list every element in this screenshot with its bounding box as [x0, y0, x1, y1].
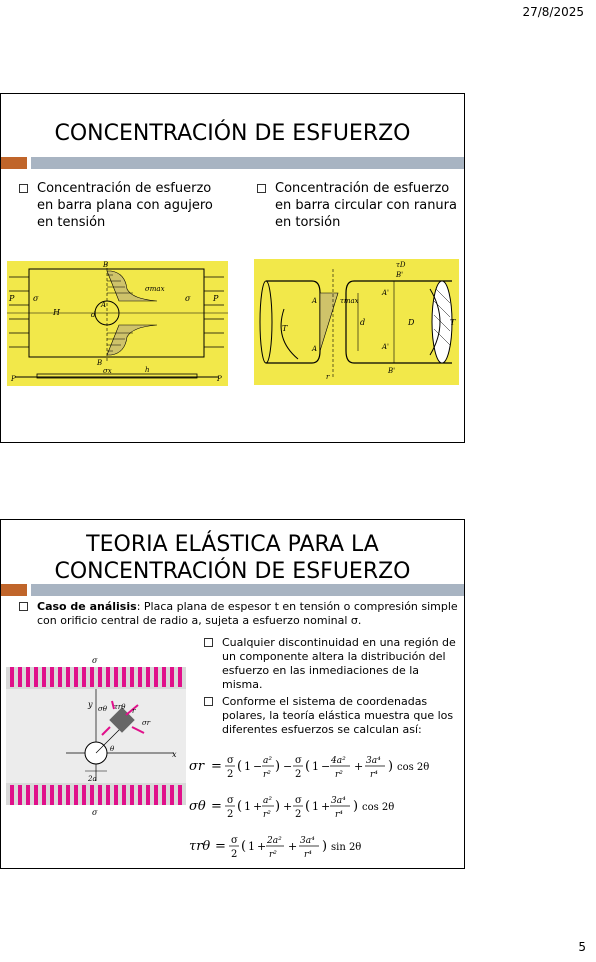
label-sigma-theta: σθ	[98, 705, 107, 713]
svg-text:=: =	[211, 799, 222, 814]
bullet-square-icon	[19, 184, 28, 193]
svg-text:−: −	[321, 760, 331, 773]
label-tau-D: τD	[396, 261, 406, 269]
plate-hole-polar-figure	[6, 653, 186, 818]
title-accent-bar	[31, 157, 464, 169]
slide-1	[0, 93, 465, 443]
bullet-square-icon	[204, 697, 213, 706]
equation-sigma-r	[189, 755, 429, 780]
svg-text:4a²: 4a²	[331, 756, 346, 766]
equation-sigma-theta	[189, 795, 394, 820]
label-y: y	[88, 700, 93, 709]
svg-text:sin 2θ: sin 2θ	[331, 842, 362, 853]
label-P-left: P	[9, 294, 15, 303]
label-sigma-r: σr	[142, 719, 151, 727]
label-d: d	[91, 311, 96, 319]
label-A-prime-top: A'	[382, 289, 389, 297]
label-A-prime-bottom: A'	[382, 343, 389, 351]
svg-text:r⁴: r⁴	[304, 850, 312, 860]
svg-text:): )	[322, 839, 328, 854]
svg-text:cos 2θ: cos 2θ	[397, 762, 430, 773]
bullet-text: Concentración de esfuerzo en barra plana con agujero en tensión	[37, 181, 213, 230]
label-T-right: T	[450, 318, 456, 327]
svg-text:3a⁴: 3a⁴	[300, 836, 315, 846]
svg-text:(: (	[305, 799, 311, 814]
label-sigma-right: σ	[185, 294, 191, 303]
label-B-top: B	[103, 261, 109, 269]
label-A: A	[101, 301, 107, 309]
label-P-right: P	[213, 294, 219, 303]
label-A-bottom: A	[312, 345, 318, 353]
svg-text:r⁴: r⁴	[370, 770, 378, 780]
page-number: 5	[578, 940, 586, 954]
svg-text:τrθ: τrθ	[189, 839, 211, 854]
svg-text:(: (	[237, 799, 243, 814]
svg-text:σ: σ	[227, 755, 234, 766]
svg-text:r⁴: r⁴	[335, 810, 343, 820]
svg-text:(: (	[305, 759, 311, 774]
round-bar-groove-figure	[254, 259, 459, 385]
label-sigma-bottom: σ	[92, 808, 98, 817]
svg-text:a²: a²	[263, 796, 272, 806]
label-B-prime-bottom: B'	[388, 367, 396, 375]
label-H: H	[53, 308, 60, 317]
svg-text:+: +	[321, 800, 331, 813]
svg-text:=: =	[215, 839, 226, 854]
title-accent-orange	[1, 584, 27, 596]
bullet-square-icon	[257, 184, 266, 193]
bullet-text: Cualquier discontinuidad en una región de un componente altera la distribución del esfuerzo en las inmediaciones de la misma.	[222, 636, 456, 691]
label-sigma-left: σ	[33, 294, 39, 303]
label-sigma-max: σmax	[145, 285, 165, 293]
label-h: h	[145, 366, 150, 374]
label-sigma-x: σx	[103, 367, 112, 375]
bullet-text: Conforme el sistema de coordenadas polares, la teoría elástica muestra que los diferentes esfuerzos se calculan así:	[222, 695, 454, 736]
svg-text:2: 2	[227, 769, 234, 780]
svg-text:(: (	[241, 839, 247, 854]
label-P-bottom-left: P	[11, 375, 16, 383]
svg-text:1: 1	[244, 760, 251, 773]
svg-text:+: +	[283, 800, 293, 813]
svg-text:2a²: 2a²	[267, 836, 282, 846]
svg-text:r²: r²	[263, 770, 271, 780]
svg-text:a²: a²	[263, 756, 272, 766]
svg-text:+: +	[253, 800, 263, 813]
header-date: 27/8/2025	[522, 5, 584, 19]
slide-2-title	[1, 531, 464, 585]
title-accent-bar	[31, 584, 464, 596]
case-label: Caso de análisis	[37, 600, 137, 613]
flat-bar-hole-figure	[7, 261, 228, 386]
label-r: r	[326, 373, 330, 381]
bullet-round-bar	[257, 180, 457, 231]
svg-text:1: 1	[244, 800, 251, 813]
svg-text:σ: σ	[295, 755, 302, 766]
label-d: d	[360, 318, 366, 327]
title-accent-orange	[1, 157, 27, 169]
svg-text:σr: σr	[189, 759, 205, 774]
svg-text:=: =	[211, 759, 222, 774]
svg-text:−: −	[253, 760, 263, 773]
bullet-text: Concentración de esfuerzo en barra circular con ranura en torsión	[275, 181, 457, 230]
svg-text:): )	[275, 799, 281, 814]
svg-text:3a⁴: 3a⁴	[331, 796, 346, 806]
svg-text:2: 2	[227, 809, 234, 820]
label-theta: θ	[110, 745, 115, 753]
svg-text:): )	[275, 759, 281, 774]
svg-text:σθ: σθ	[189, 799, 206, 814]
svg-text:σ: σ	[227, 795, 234, 806]
svg-text:): )	[388, 759, 394, 774]
label-x: x	[172, 750, 177, 759]
slide-2	[0, 519, 465, 869]
label-2a: 2a	[88, 775, 97, 783]
svg-text:+: +	[354, 760, 364, 773]
bullet-polar-coords	[204, 695, 459, 737]
label-P-bottom-right: P	[217, 375, 222, 383]
svg-text:+: +	[288, 840, 298, 853]
label-tau-max: τmax	[340, 297, 359, 305]
label-r: r	[132, 707, 136, 715]
svg-text:−: −	[283, 760, 293, 773]
svg-text:3a⁴: 3a⁴	[366, 756, 381, 766]
svg-text:cos 2θ: cos 2θ	[362, 802, 395, 813]
svg-text:2: 2	[295, 769, 302, 780]
svg-text:1: 1	[248, 840, 255, 853]
bullet-case-analysis	[19, 600, 459, 628]
slide-2-title-line2: CONCENTRACIÓN DE ESFUERZO	[54, 559, 411, 584]
svg-text:2: 2	[295, 809, 302, 820]
stress-equations	[187, 748, 465, 868]
svg-text:r²: r²	[335, 770, 343, 780]
case-text: : Placa plana de espesor t en tensión o compresión simple con orificio central de radio a, sujeta a esfuerzo nominal σ.	[37, 600, 458, 627]
bullet-square-icon	[204, 638, 213, 647]
svg-text:): )	[353, 799, 359, 814]
label-B-bottom: B	[97, 359, 103, 367]
label-sigma-top: σ	[92, 656, 98, 665]
svg-text:r²: r²	[269, 850, 277, 860]
bullet-square-icon	[19, 602, 28, 611]
svg-text:r²: r²	[263, 810, 271, 820]
bullet-flat-bar	[19, 180, 219, 231]
svg-text:σ: σ	[231, 835, 238, 846]
label-T-left: T	[282, 324, 288, 333]
equation-tau-rtheta	[189, 835, 361, 860]
slide-2-title-line1: TEORIA ELÁSTICA PARA LA	[86, 532, 379, 557]
slide-1-title: CONCENTRACIÓN DE ESFUERZO	[54, 121, 411, 146]
svg-text:1: 1	[312, 760, 319, 773]
svg-text:1: 1	[312, 800, 319, 813]
bullet-discontinuity	[204, 636, 459, 692]
svg-text:+: +	[257, 840, 267, 853]
label-A-top: A	[312, 297, 318, 305]
svg-text:(: (	[237, 759, 243, 774]
label-B-prime-top: B'	[396, 271, 404, 279]
svg-text:σ: σ	[295, 795, 302, 806]
svg-text:2: 2	[231, 849, 238, 860]
label-D: D	[408, 318, 415, 327]
label-tau-rtheta: τrθ	[114, 703, 126, 711]
